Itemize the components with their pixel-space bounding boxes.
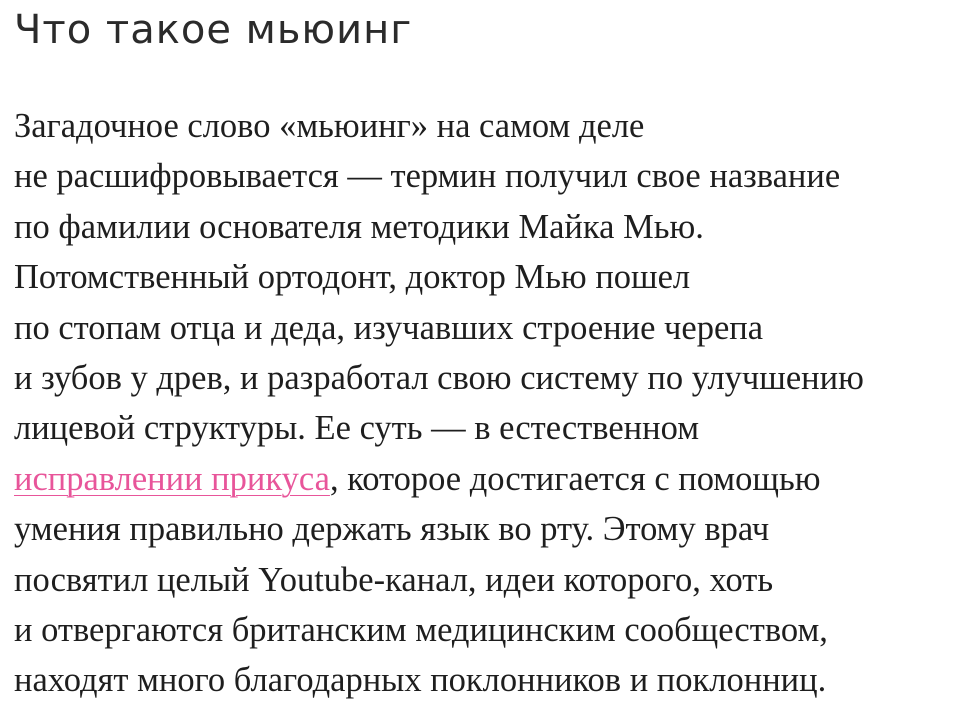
link-trailing-text: , которое достигается с помощью <box>329 459 821 498</box>
paragraph-line: по стопам отца и деда, изучавших строение черепа <box>14 308 764 347</box>
paragraph-line: умения правильно держать язык во рту. Этому врач <box>14 510 770 549</box>
paragraph-line: посвятил целый Youtube-канал, идеи которого, хоть <box>14 560 774 599</box>
paragraph-line-with-link <box>14 454 976 504</box>
paragraph-line: находят много благодарных поклонников и поклонниц. <box>14 661 827 700</box>
paragraph-line: не расшифровывается — термин получил свое название <box>14 157 841 196</box>
paragraph-line: лицевой структуры. Ее суть — в естественном <box>14 409 700 448</box>
paragraph-line: Потомственный ортодонт, доктор Мью пошел <box>14 258 691 297</box>
paragraph-line: и отвергаются британским медицинским сообществом, <box>14 611 828 650</box>
article-paragraph <box>14 101 976 706</box>
paragraph-line: и зубов у древ, и разработал свою систему по улучшению <box>14 359 864 398</box>
bite-correction-link[interactable]: исправлении прикуса <box>14 459 330 498</box>
article <box>14 0 970 700</box>
paragraph-line: по фамилии основателя методики Майка Мью. <box>14 207 704 246</box>
article-heading: Что такое мьюинг <box>14 7 413 53</box>
paragraph-line: Загадочное слово «мьюинг» на самом деле <box>14 107 645 145</box>
